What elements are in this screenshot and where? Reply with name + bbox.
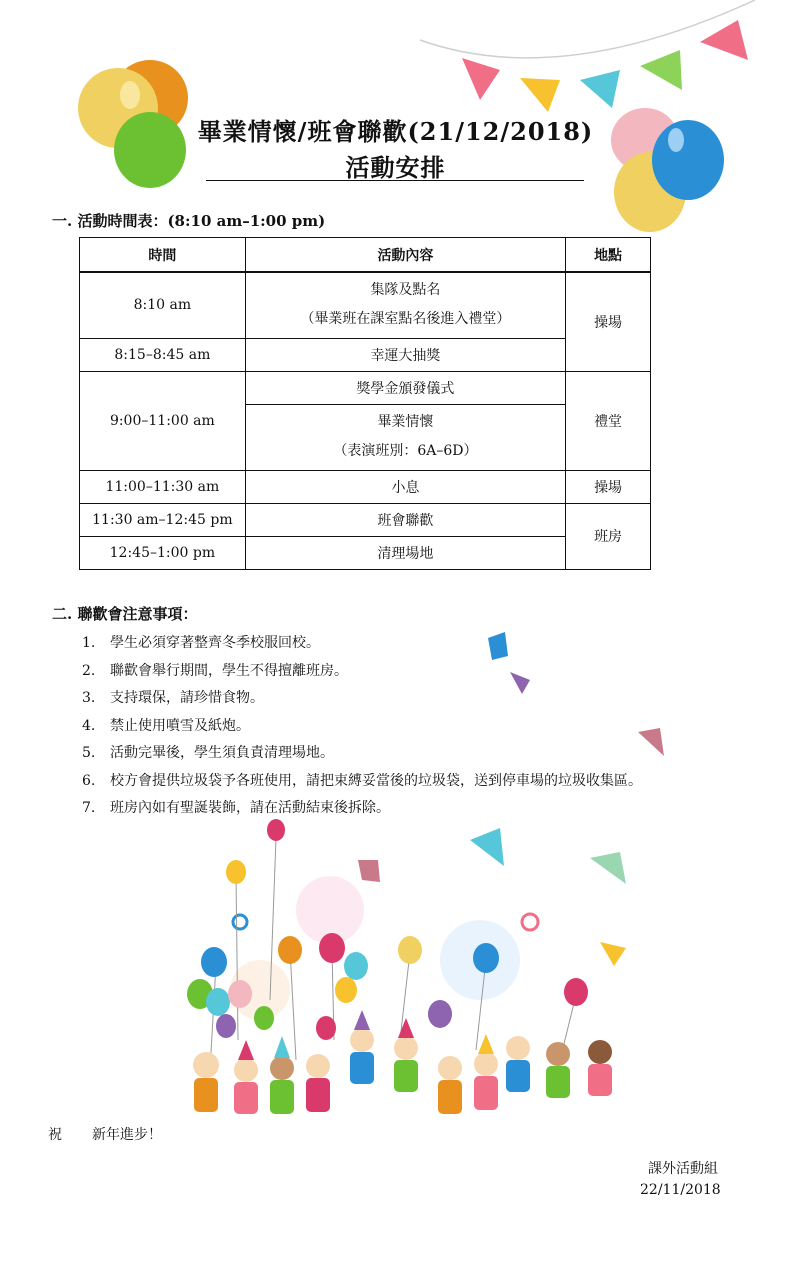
cell-activity: 小息 — [245, 470, 565, 503]
table-row — [80, 371, 651, 404]
list-item — [82, 713, 642, 741]
list-item-number: 4. — [82, 717, 96, 734]
list-item-number: 2. — [82, 662, 96, 679]
cell-time: 9:00–11:00 am — [80, 371, 246, 470]
list-item-text: 支持環保，請珍惜食物。 — [110, 690, 264, 706]
list-item-number: 5. — [82, 745, 96, 761]
notes-list — [82, 630, 642, 823]
page-title: 畢業情懷/班會聯歡(21/12/2018) — [197, 117, 594, 146]
list-item-text: 校方會提供垃圾袋予各班使用，請把束縛妥當後的垃圾袋，送到停車場的垃圾收集區。 — [110, 772, 642, 789]
list-item — [82, 685, 642, 713]
cell-place: 禮堂 — [566, 371, 651, 470]
cell-time: 8:10 am — [80, 272, 246, 338]
list-item — [82, 768, 642, 796]
cell-time: 12:45–1:00 pm — [80, 536, 246, 569]
list-item-number: 3. — [82, 690, 96, 706]
cell-time: 11:00–11:30 am — [80, 470, 246, 503]
list-item-number: 6. — [82, 772, 96, 789]
page-subtitle: 活動安排 — [345, 153, 446, 182]
table-row — [80, 503, 651, 536]
cell-time: 11:30 am–12:45 pm — [80, 503, 246, 536]
cell-activity: 班會聯歡 — [245, 503, 565, 536]
header-place: 地點 — [566, 238, 651, 273]
cell-place: 班房 — [566, 503, 651, 569]
cell-place: 操場 — [566, 272, 651, 371]
cell-activity — [245, 272, 565, 338]
list-item-text: 聯歡會舉行期間，學生不得擅離班房。 — [110, 662, 348, 679]
table-row — [80, 272, 651, 338]
cell-activity: 清理場地 — [245, 536, 565, 569]
list-item-text: 班房內如有聖誕裝飾，請在活動結束後拆除。 — [110, 800, 390, 816]
list-item-number: 7. — [82, 800, 96, 816]
closing-greeting — [48, 1124, 162, 1144]
closing-word: 祝 — [48, 1127, 62, 1143]
list-item-text: 活動完畢後，學生須負責清理場地。 — [110, 745, 334, 761]
list-item-text: 禁止使用噴雪及紙炮。 — [110, 717, 250, 734]
schedule-table — [79, 237, 651, 570]
cell-activity: 獎學金頒發儀式 — [245, 371, 565, 404]
cell-time: 8:15–8:45 am — [80, 338, 246, 371]
signature-date: 22/11/2018 — [640, 1182, 721, 1198]
table-header-row — [80, 238, 651, 273]
activity-line: 畢業情懷 — [377, 414, 434, 430]
cell-place: 操場 — [566, 470, 651, 503]
cell-activity: 幸運大抽獎 — [245, 338, 565, 371]
activity-line: 集隊及點名 — [370, 282, 441, 299]
table-row — [80, 536, 651, 569]
table-row — [80, 470, 651, 503]
signature-department: 課外活動組 — [648, 1161, 718, 1177]
header-activity: 活動內容 — [245, 238, 565, 273]
cell-activity — [245, 404, 565, 470]
table-row — [80, 338, 651, 371]
activity-line: （畢業班在課室點名後進入禮堂） — [300, 311, 511, 328]
list-item — [82, 630, 642, 658]
section1-heading: 一. 活動時間表：(8:10 am–1:00 pm) — [52, 212, 326, 230]
list-item-text: 學生必須穿著整齊冬季校服回校。 — [110, 635, 320, 651]
activity-line: （表演班別：6A–6D） — [333, 443, 478, 459]
list-item — [82, 795, 642, 823]
list-item-number: 1. — [82, 635, 96, 651]
party-children-illustration-icon — [187, 819, 612, 1114]
bunting-icon — [420, 0, 755, 112]
list-item — [82, 658, 642, 686]
title-underline — [206, 180, 584, 181]
closing-wish: 新年進步！ — [92, 1127, 162, 1143]
list-item — [82, 740, 642, 768]
header-time: 時間 — [80, 238, 246, 273]
section2-heading: 二. 聯歡會注意事項： — [52, 605, 198, 623]
